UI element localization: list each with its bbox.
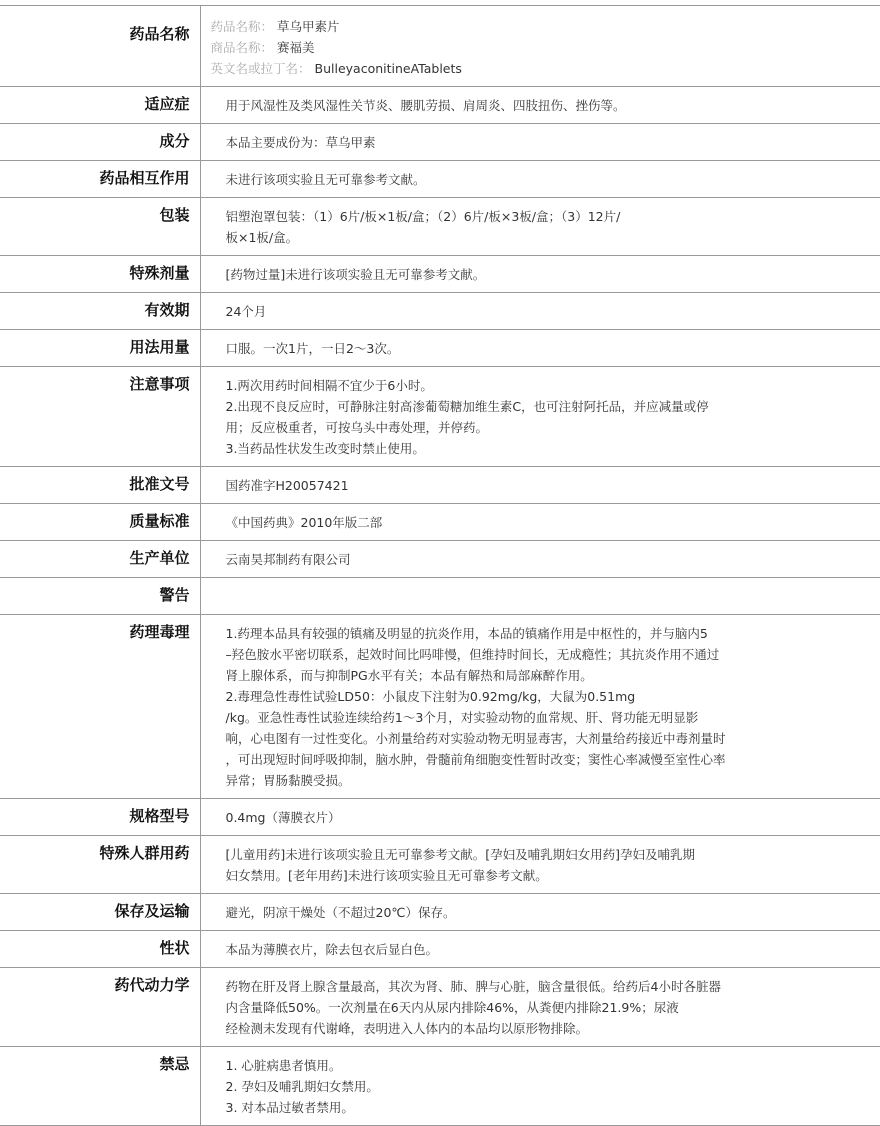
value-line: 国药准字H20057421 [225,478,349,493]
info-row [0,467,880,504]
value-line: 铝塑泡罩包装：（1）6片/板×1板/盒；（2）6片/板×3板/盒；（3）12片/ [225,209,621,224]
value-line: 未进行该项实验且无可靠参考文献。 [225,172,426,187]
row-label: 禁忌 [0,1047,200,1126]
value-line: 3.当药品性状发生改变时禁止使用。 [225,441,425,456]
value-line: 药物在肝及肾上腺含量最高，其次为肾、肺、脾与心脏，脑含量很低。给药后4小时各脏器 [225,979,721,994]
row-value [200,968,880,1047]
value-line [226,586,871,607]
info-row [0,124,880,161]
info-row [0,198,880,256]
row-label: 药品相互作用 [0,161,200,198]
name-line [211,16,871,37]
row-value [200,1047,880,1126]
name-value: 赛福美 [277,40,315,55]
info-row [0,1047,880,1126]
value-line: 肾上腺体系，而与抑制PG水平有关；本品有解热和局部麻醉作用。 [225,668,593,683]
row-label: 保存及运输 [0,894,200,931]
row-value [200,931,880,968]
row-value [200,256,880,293]
row-label: 警告 [0,578,200,615]
info-row [0,578,880,615]
info-row [0,894,880,931]
info-row [0,161,880,198]
row-label: 批准文号 [0,467,200,504]
row-value [200,330,880,367]
row-label: 质量标准 [0,504,200,541]
info-row [0,836,880,894]
value-line: 板×1板/盒。 [225,230,299,245]
name-key: 药品名称： [210,19,274,34]
row-label: 生产单位 [0,541,200,578]
info-row [0,293,880,330]
info-row [0,330,880,367]
drug-info-table [0,5,880,1126]
value-line: [儿童用药]未进行该项实验且无可靠参考文献。[孕妇及哺乳期妇女用药]孕妇及哺乳期 [225,847,696,862]
info-row [0,367,880,467]
value-line: 妇女禁用。[老年用药]未进行该项实验且无可靠参考文献。 [225,868,548,883]
name-line [211,37,871,58]
row-value [200,894,880,931]
row-value [200,87,880,124]
value-line: 1.药理本品具有较强的镇痛及明显的抗炎作用，本品的镇痛作用是中枢性的，并与脑内5 [225,626,708,641]
name-key: 英文名或拉丁名： [210,61,311,76]
row-value [200,615,880,799]
value-line: /kg。亚急性毒性试验连续给药1～3个月，对实验动物的血常规、肝、肾功能无明显影 [225,710,699,725]
value-line: 响，心电图有一过性变化。小剂量给药对实验动物无明显毒害，大剂量给药接近中毒剂量时 [225,731,726,746]
row-value [200,161,880,198]
value-line: –羟色胺水平密切联系，起效时间比吗啡慢，但维持时间长，无成瘾性；其抗炎作用不通过 [225,647,720,662]
row-label: 有效期 [0,293,200,330]
info-row [0,256,880,293]
row-label: 特殊剂量 [0,256,200,293]
value-line: [药物过量]未进行该项实验且无可靠参考文献。 [225,267,486,282]
value-line: 0.4mg（薄膜衣片） [225,810,341,825]
row-label: 成分 [0,124,200,161]
info-row [0,968,880,1047]
value-line: 本品为薄膜衣片，除去包衣后显白色。 [225,942,439,957]
name-key: 商品名称： [210,40,274,55]
row-label: 性状 [0,931,200,968]
value-line: 用于风湿性及类风湿性关节炎、腰肌劳损、肩周炎、四肢扭伤、挫伤等。 [225,98,626,113]
value-line: 《中国药典》2010年版二部 [225,515,383,530]
value-line: 3. 对本品过敏者禁用。 [225,1100,354,1115]
row-label: 特殊人群用药 [0,836,200,894]
row-label: 用法用量 [0,330,200,367]
row-value [200,6,880,87]
row-value [200,367,880,467]
value-line: 口服。一次1片，一日2～3次。 [225,341,400,356]
drug-info-rows [0,6,880,1126]
value-line: 避光，阴凉干燥处（不超过20℃）保存。 [225,905,456,920]
value-line: 2. 孕妇及哺乳期妇女禁用。 [225,1079,379,1094]
value-line: 1. 心脏病患者慎用。 [225,1058,342,1073]
value-line: 异常；胃肠黏膜受损。 [225,773,351,788]
info-row [0,541,880,578]
row-value [200,198,880,256]
row-label: 适应症 [0,87,200,124]
value-line: ，可出现短时间呼吸抑制，脑水肿，骨髓前角细胞变性暂时改变；窦性心率减慢至室性心率 [225,752,726,767]
value-line: 云南昊邦制药有限公司 [225,552,351,567]
value-line: 内含量降低50%。一次剂量在6天内从尿内排除46%，从粪便内排除21.9%；尿液 [225,1000,679,1015]
row-label: 注意事项 [0,367,200,467]
info-row [0,6,880,87]
row-value [200,467,880,504]
row-value [200,799,880,836]
row-label: 药品名称 [0,6,200,87]
row-label: 包装 [0,198,200,256]
name-value: BulleyaconitineATablets [314,61,462,76]
row-value [200,541,880,578]
info-row [0,799,880,836]
value-line: 2.出现不良反应时，可静脉注射高渗葡萄糖加维生素C，也可注射阿托品，并应减量或停 [225,399,709,414]
value-line: 1.两次用药时间相隔不宜少于6小时。 [225,378,433,393]
name-line [211,58,871,79]
row-label: 药代动力学 [0,968,200,1047]
info-row [0,615,880,799]
row-value [200,836,880,894]
value-line: 24个月 [225,304,267,319]
info-row [0,87,880,124]
info-row [0,931,880,968]
name-value: 草乌甲素片 [277,19,340,34]
value-line: 本品主要成份为：草乌甲素 [225,135,376,150]
value-line: 用；反应极重者，可按乌头中毒处理，并停药。 [225,420,489,435]
row-value [200,124,880,161]
row-label: 规格型号 [0,799,200,836]
info-row [0,504,880,541]
row-label: 药理毒理 [0,615,200,799]
row-value [200,504,880,541]
value-line: 2.毒理急性毒性试验LD50：小鼠皮下注射为0.92mg/kg，大鼠为0.51mg [225,689,636,704]
value-line: 经检测未发现有代谢峰，表明进入人体内的本品均以原形物排除。 [225,1021,589,1036]
row-value [200,293,880,330]
row-value [200,578,880,615]
